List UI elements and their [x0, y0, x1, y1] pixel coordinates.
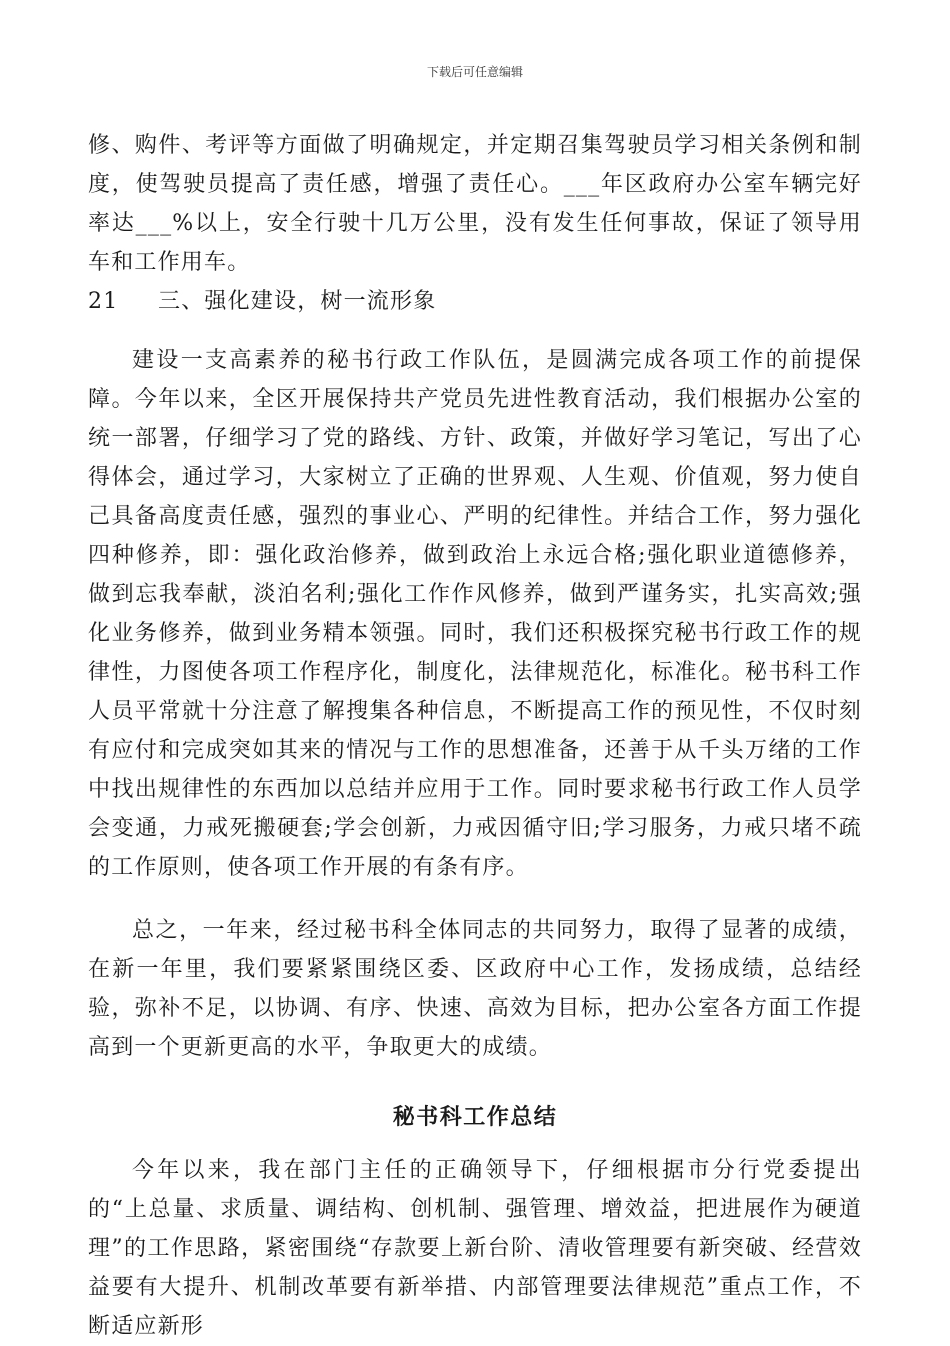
section-heading-line	[88, 282, 862, 321]
paragraph-summary-intro: 今年以来，我在部门主任的正确领导下，仔细根据市分行党委提出的“上总量、求质量、调结构、创机制、强管理、增效益，把进展作为硬道理”的工作思路，紧密围绕“存款要上新台阶、清收管理要有新突破、经营效益要有大提升、机制改革要有新举措、内部管理要法律规范”重点工作，不断适应新形	[88, 1158, 862, 1339]
paragraph-team-building: 建设一支高素养的秘书行政工作队伍，是圆满完成各项工作的前提保障。今年以来，全区开展保持共产党员先进性教育活动，我们根据办公室的统一部署，仔细学习了党的路线、方针、政策，并做好学习笔记，写出了心得体会，通过学习，大家树立了正确的世界观、人生观、价值观，努力使自己具备高度责任感，强烈的事业心、严明的纪律性。并结合工作，努力强化四种修养，即：强化政治修养，做到政治上永远合格;强化职业道德修养，做到忘我奉献，淡泊名利;强化工作作风修养，做到严谨务实，扎实高效;强化业务修养，做到业务精本领强。同时，我们还积极探究秘书行政工作的规律性，力图使各项工作程序化，制度化，法律规范化，标准化。秘书科工作人员平常就十分注意了解搜集各种信息，不断提高工作的预见性，不仅时刻有应付和完成突如其来的情况与工作的思想准备，还善于从千头万绪的工作中找出规律性的东西加以总结并应用于工作。同时要求秘书行政工作人员学会变通，力戒死搬硬套;学会创新，力戒因循守旧;学习服务，力戒只堵不疏的工作原则，使各项工作开展的有条有序。	[88, 348, 862, 880]
document-title: 秘书科工作总结	[392, 1104, 558, 1130]
paragraph-vehicle-management: 修、购件、考评等方面做了明确规定，并定期召集驾驶员学习相关条例和制度，使驾驶员提高了责任感，增强了责任心。___年区政府办公室车辆完好率达___%以上，安全行驶十几万公里，没有发生任何事故，保证了领导用车和工作用车。	[88, 133, 862, 275]
page-header: 下载后可任意编辑	[426, 65, 523, 79]
document-body	[88, 126, 862, 1346]
section-heading: 三、强化建设，树一流形象	[158, 289, 437, 314]
section-number: 21	[88, 289, 119, 314]
paragraph-conclusion: 总之，一年来，经过秘书科全体同志的共同努力，取得了显著的成绩，在新一年里，我们要紧紧围绕区委、区政府中心工作，发扬成绩，总结经验，弥补不足，以协调、有序、快速、高效为目标，把办公室各方面工作提高到一个更新更高的水平，争取更大的成绩。	[88, 918, 862, 1060]
